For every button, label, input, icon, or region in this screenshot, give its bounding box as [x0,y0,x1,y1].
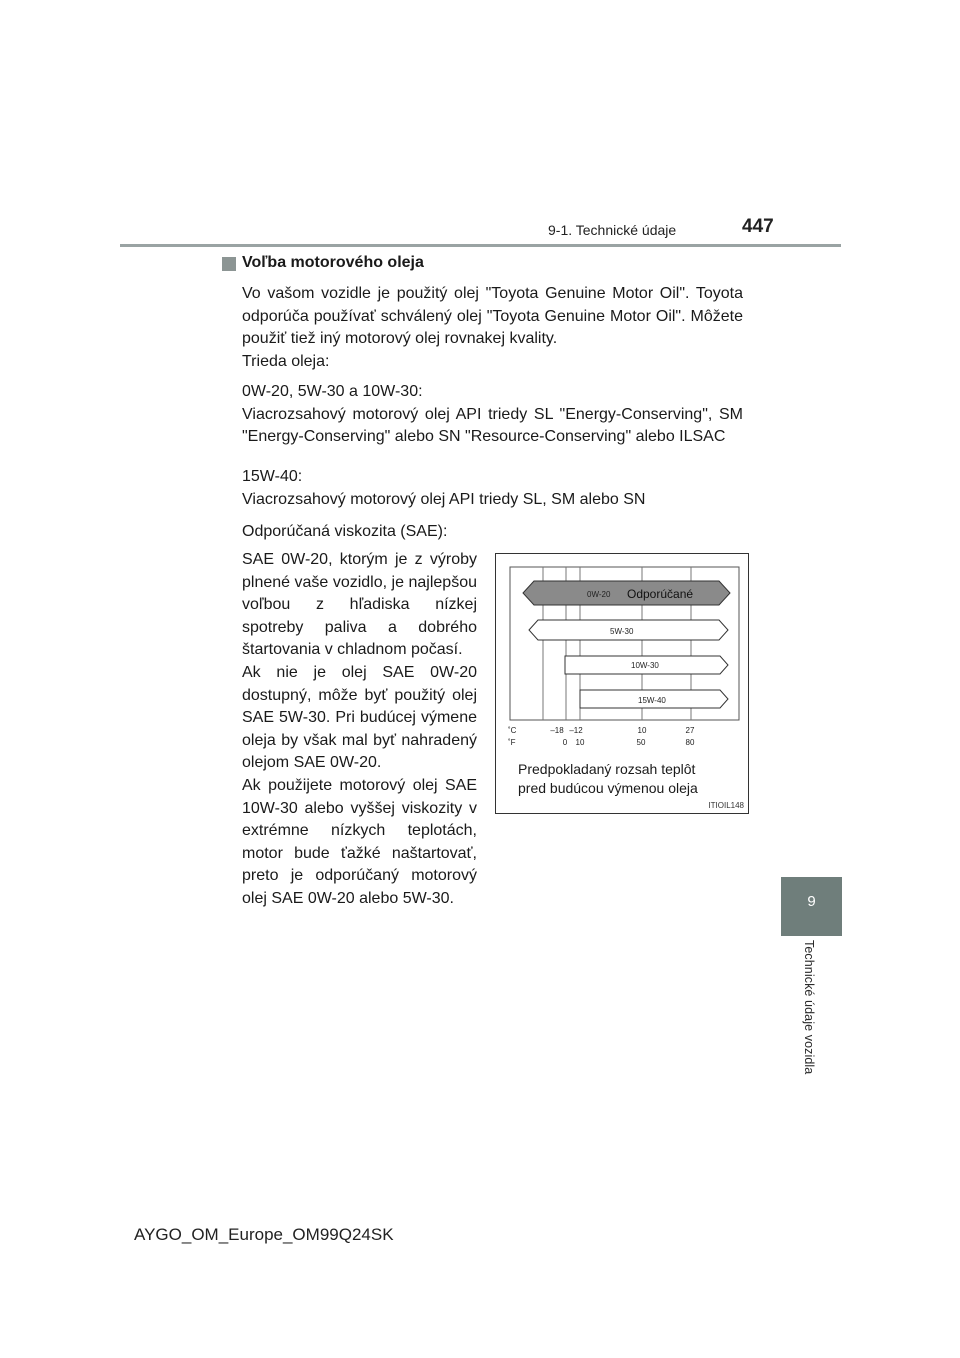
oil-class-label [242,351,743,374]
celsius-tick: 10 [637,726,647,735]
footer-document-id: AYGO_OM_Europe_OM99Q24SK [134,1225,394,1244]
figure-code: ITIOIL148 [708,801,744,810]
header-section-title: 9-1. Technické údaje [548,222,677,238]
viscosity-paragraph-3 [242,775,477,910]
viscosity-label-text: Odporúčaná viskozita (SAE): [242,523,448,540]
bar-10w30-grade: 10W-30 [631,661,659,670]
celsius-tick: 27 [685,726,695,735]
section-bullet-icon [222,257,236,271]
bar-0w20-grade: 0W-20 [587,590,611,599]
viscosity-paragraph-2 [242,662,477,775]
page-number: 447 [742,216,774,237]
bar-5w30-grade: 5W-30 [610,627,634,636]
viscosity-text-1: SAE 0W-20, ktorým je z výroby plnené vaše vozidlo, je najlepšou voľbou z hľadiska nízkej spotreby paliva a dobrého štartovania v chladnom počasí. [242,551,477,658]
section-heading: Voľba motorového oleja [242,254,424,271]
bar-0w20-recommended: Odporúčané [627,587,694,601]
viscosity-figure [495,553,749,814]
celsius-unit: ˚C [508,726,517,735]
chapter-tab-number: 9 [807,893,816,910]
intro-paragraph [242,283,743,351]
header-divider [120,244,841,247]
oil-class-2 [242,466,743,511]
viscosity-text-3: Ak použijete motorový olej SAE 10W-30 alebo vyššej viskozity v extrémne nízkych teplotách, motor bude ťažké naštartovať, preto je odporúčaný motorový olej SAE 0W-20 alebo 5W-30. [242,777,477,907]
fahrenheit-tick: 50 [636,738,646,747]
oil-class-2-grades: 15W-40: [242,468,303,485]
figure-caption-line-1: Predpokladaný rozsah teplôt [518,761,696,777]
figure-caption [518,760,698,798]
celsius-tick: –12 [569,726,583,735]
viscosity-label [242,521,743,544]
fahrenheit-tick: 0 [562,738,568,747]
fahrenheit-tick: 10 [575,738,585,747]
celsius-tick: –18 [550,726,564,735]
viscosity-text-2: Ak nie je olej SAE 0W-20 dostupný, môže byť použitý olej SAE 5W-30. Pri budúcej výmene oleja by však mal byť nahradený olejom SAE 0W-20. [242,664,477,771]
oil-class-1-grades: 0W-20, 5W-30 a 10W-30: [242,383,423,400]
bar-15w40-grade: 15W-40 [638,696,666,705]
oil-class-1 [242,381,743,449]
oil-class-2-text: Viacrozsahový motorový olej API triedy SL, SM alebo SN [242,490,646,508]
chapter-tab-label: Technické údaje vozidla [802,940,816,1075]
figure-caption-line-2: pred budúcou výmenou oleja [518,780,698,796]
viscosity-paragraph-1 [242,549,477,662]
intro-text: Vo vašom vozidle je použitý olej "Toyota Genuine Motor Oil". Toyota odporúča používať schválený olej "Toyota Genuine Motor Oil". Môžete použiť tiež iný motorový olej rovnakej kvality. [242,285,743,347]
fahrenheit-tick: 80 [685,738,695,747]
oil-class-1-text: Viacrozsahový motorový olej API triedy SL "Energy-Conserving", SM "Energy-Conserving" alebo SN "Resource-Conserving" alebo ILSAC [242,405,743,445]
oil-class-label-text: Trieda oleja: [242,353,330,370]
fahrenheit-unit: ˚F [508,738,516,747]
